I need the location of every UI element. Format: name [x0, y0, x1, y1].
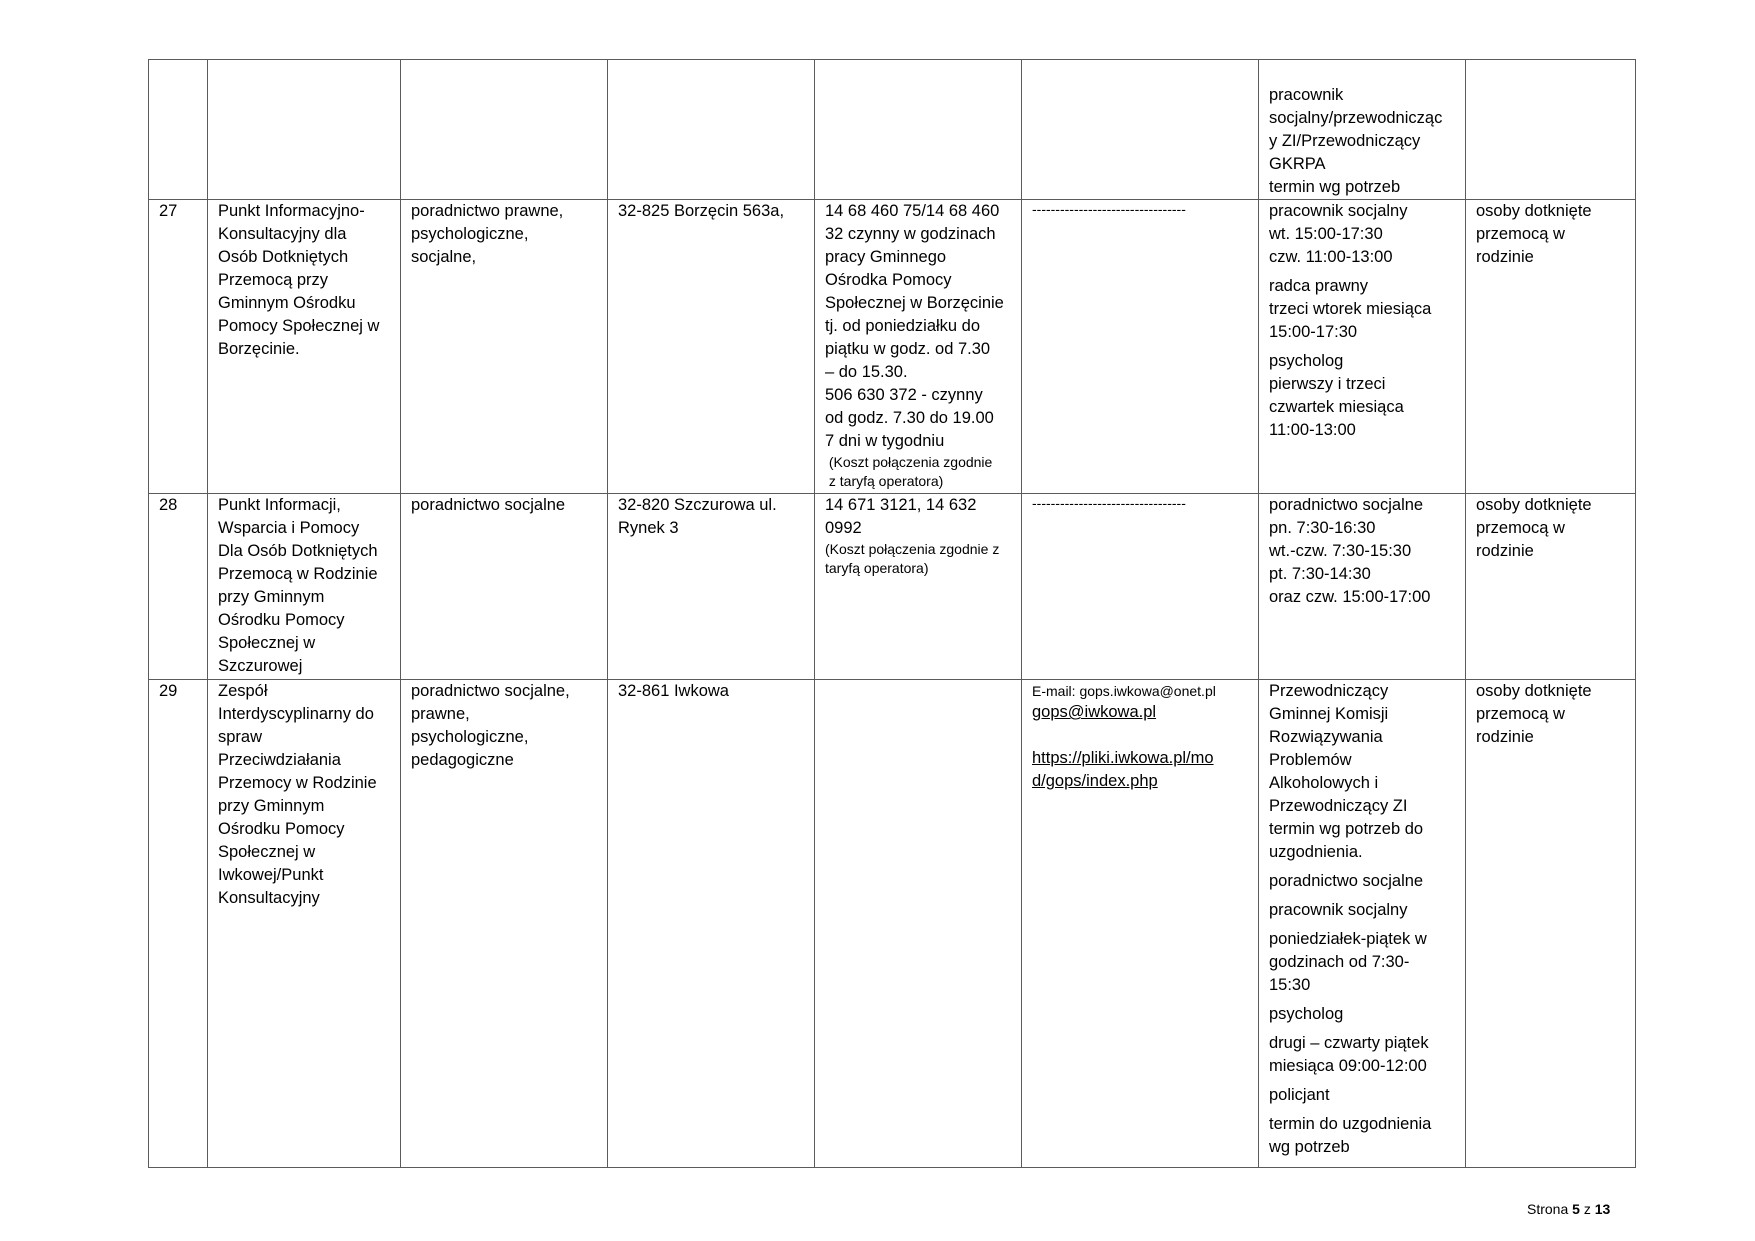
text-line: Społecznej w	[218, 634, 316, 652]
hours-group	[1269, 899, 1455, 922]
text-line: Przewodniczący	[1269, 682, 1389, 700]
table-row-continuation	[149, 60, 1636, 200]
text-line: pracownik socjalny	[1269, 901, 1408, 919]
phone-note: (Koszt połączenia zgodnie z	[825, 541, 1000, 557]
cell-address	[608, 494, 815, 680]
text-line: termin wg potrzeb do	[1269, 820, 1424, 838]
cell-address	[608, 680, 815, 1168]
text-line: Borzęcinie.	[218, 340, 300, 358]
text-line: 32 czynny w godzinach	[825, 225, 996, 243]
cell-name	[208, 494, 401, 680]
text-line: policjant	[1269, 1086, 1330, 1104]
text-line: psycholog	[1269, 1005, 1344, 1023]
text-line: GKRPA	[1269, 155, 1326, 173]
text-line: Społecznej w	[218, 843, 316, 861]
cell-scope	[401, 60, 608, 200]
cell-online	[1022, 200, 1259, 494]
text-line: Przeciwdziałania	[218, 751, 341, 769]
text-line: Iwkowej/Punkt	[218, 866, 324, 884]
text-line: Przewodniczący ZI	[1269, 797, 1408, 815]
text-line: poradnictwo socjalne	[411, 496, 566, 514]
cell-number: 27	[149, 200, 208, 494]
cell-online	[1022, 680, 1259, 1168]
text-line: rodzinie	[1476, 728, 1534, 746]
text-line: Szczurowej	[218, 657, 303, 675]
text-line: 32-820 Szczurowa ul.	[618, 496, 777, 514]
text-line: socjalny/przewodnicząc	[1269, 109, 1443, 127]
email-link[interactable]: gops@iwkowa.pl	[1032, 703, 1157, 721]
page-total: 13	[1594, 1201, 1611, 1217]
text-line: osoby dotknięte	[1476, 496, 1592, 514]
cell-hours	[1259, 60, 1466, 200]
text-line: socjalne,	[411, 248, 477, 266]
cell-scope	[401, 680, 608, 1168]
page-label: Strona	[1527, 1201, 1569, 1217]
text-line: 506 630 372 - czynny	[825, 386, 983, 404]
text-line: pracy Gminnego	[825, 248, 947, 266]
text-line: – do 15.30.	[825, 363, 908, 381]
text-line: 32-825 Borzęcin 563a,	[618, 202, 785, 220]
text-line: Rynek 3	[618, 519, 679, 537]
cell-name	[208, 60, 401, 200]
hours-group	[1269, 200, 1455, 269]
cell-phone	[815, 60, 1022, 200]
text-line: pracownik socjalny	[1269, 202, 1408, 220]
text-line: 15:00-17:30	[1269, 323, 1358, 341]
cell-phone	[815, 200, 1022, 494]
cell-hours	[1259, 200, 1466, 494]
phone-note: taryfą operatora)	[825, 560, 929, 576]
cell-recipients	[1466, 200, 1636, 494]
spacer	[1032, 724, 1248, 747]
text-line: przy Gminnym	[218, 797, 325, 815]
text-line: przemocą w	[1476, 705, 1565, 723]
text-line: miesiąca 09:00-12:00	[1269, 1057, 1427, 1075]
text-line: 14 671 3121, 14 632	[825, 496, 977, 514]
phone-note: z taryfą operatora)	[825, 473, 944, 489]
table-row	[149, 200, 1636, 494]
text-line: Pomocy Społecznej w	[218, 317, 380, 335]
text-line: 11:00-13:00	[1269, 421, 1356, 439]
text-line: Przemocą przy	[218, 271, 329, 289]
text-line: poradnictwo socjalne,	[411, 682, 570, 700]
text-line: psychologiczne,	[411, 728, 529, 746]
text-line: Przemocy w Rodzinie	[218, 774, 377, 792]
text-line: Gminnym Ośrodku	[218, 294, 356, 312]
text-line: Punkt Informacji,	[218, 496, 341, 514]
text-line: Ośrodku Pomocy	[218, 820, 345, 838]
text-line: od godz. 7.30 do 19.00	[825, 409, 994, 427]
cell-recipients	[1466, 494, 1636, 680]
hours-group	[1269, 1084, 1455, 1107]
text-line: Wsparcia i Pomocy	[218, 519, 360, 537]
cell-hours	[1259, 494, 1466, 680]
cell-recipients	[1466, 60, 1636, 200]
cell-online	[1022, 494, 1259, 680]
cell-recipients	[1466, 680, 1636, 1168]
page-footer	[1527, 1201, 1610, 1217]
hours-group	[1269, 680, 1455, 864]
text-line: oraz czw. 15:00-17:00	[1269, 588, 1431, 606]
phone-note: (Koszt połączenia zgodnie	[825, 454, 993, 470]
text-line: Przemocą w Rodzinie	[218, 565, 378, 583]
hours-group	[1269, 870, 1455, 893]
hours-group	[1269, 928, 1455, 997]
text-line: poradnictwo socjalne	[1269, 496, 1424, 514]
text-line: Osób Dotkniętych	[218, 248, 349, 266]
text-line: osoby dotknięte	[1476, 682, 1592, 700]
text-line: Zespół	[218, 682, 268, 700]
text-line: Rozwiązywania	[1269, 728, 1383, 746]
text-line: poniedziałek-piątek w	[1269, 930, 1427, 948]
text-line: czwartek miesiąca	[1269, 398, 1404, 416]
text-line: przemocą w	[1476, 519, 1565, 537]
cell-address	[608, 200, 815, 494]
text-line: termin do uzgodnienia	[1269, 1115, 1432, 1133]
text-line: Konsultacyjny	[218, 889, 320, 907]
text-line: termin wg potrzeb	[1269, 178, 1401, 196]
cell-name	[208, 200, 401, 494]
hours-group	[1269, 275, 1455, 344]
text-line: przemocą w	[1476, 225, 1565, 243]
text-line: psychologiczne,	[411, 225, 529, 243]
cell-number: 28	[149, 494, 208, 680]
text-line: rodzinie	[1476, 542, 1534, 560]
text-line: Alkoholowych i	[1269, 774, 1379, 792]
text-line: rodzinie	[1476, 248, 1534, 266]
text-line: pt. 7:30-14:30	[1269, 565, 1371, 583]
text-line: 0992	[825, 519, 862, 537]
cell-number: 29	[149, 680, 208, 1168]
text-line: poradnictwo socjalne	[1269, 872, 1424, 890]
cell-name	[208, 680, 401, 1168]
text-line: wt. 15:00-17:30	[1269, 225, 1383, 243]
text-line: Ośrodku Pomocy	[218, 611, 345, 629]
text-line: trzeci wtorek miesiąca	[1269, 300, 1432, 318]
text-line: Punkt Informacyjno-	[218, 202, 365, 220]
website-link[interactable]: https://pliki.iwkowa.pl/mo	[1032, 749, 1214, 767]
text-line: przy Gminnym	[218, 588, 325, 606]
cell-scope	[401, 200, 608, 494]
text-line: uzgodnienia.	[1269, 843, 1363, 861]
hours-group	[1269, 1003, 1455, 1026]
website-link[interactable]: d/gops/index.php	[1032, 772, 1158, 790]
text-line: 7 dni w tygodniu	[825, 432, 945, 450]
text-line: radca prawny	[1269, 277, 1369, 295]
text-line: osoby dotknięte	[1476, 202, 1592, 220]
text-line: Dla Osób Dotkniętych	[218, 542, 378, 560]
text-line: poradnictwo prawne,	[411, 202, 564, 220]
text-line: pracownik	[1269, 86, 1344, 104]
empty-dash-line: ---------------------------------	[1032, 495, 1186, 511]
text-line: wg potrzeb	[1269, 1138, 1350, 1156]
text-line: czw. 11:00-13:00	[1269, 248, 1393, 266]
table-row	[149, 494, 1636, 680]
cell-phone	[815, 494, 1022, 680]
text-line: 32-861 Iwkowa	[618, 682, 729, 700]
cell-number	[149, 60, 208, 200]
text-line: y ZI/Przewodniczący	[1269, 132, 1421, 150]
text-line: psycholog	[1269, 352, 1344, 370]
empty-dash-line: ---------------------------------	[1032, 201, 1186, 217]
text-line: drugi – czwarty piątek	[1269, 1034, 1429, 1052]
page-separator: z	[1583, 1201, 1591, 1217]
text-line: piątku w godz. od 7.30	[825, 340, 991, 358]
page-current: 5	[1572, 1201, 1580, 1217]
text-line: wt.-czw. 7:30-15:30	[1269, 542, 1412, 560]
text-line: Problemów	[1269, 751, 1352, 769]
text-line: 15:30	[1269, 976, 1311, 994]
email-text: E-mail: gops.iwkowa@onet.pl	[1032, 683, 1216, 699]
text-line: Konsultacyjny dla	[218, 225, 347, 243]
cell-scope	[401, 494, 608, 680]
cell-address	[608, 60, 815, 200]
cell-hours	[1259, 680, 1466, 1168]
text-line: tj. od poniedziałku do	[825, 317, 981, 335]
text-line: godzinach od 7:30-	[1269, 953, 1410, 971]
text-line: pierwszy i trzeci	[1269, 375, 1386, 393]
text-line: Ośrodka Pomocy	[825, 271, 952, 289]
text-line: Gminnej Komisji	[1269, 705, 1389, 723]
hours-group	[1269, 1032, 1455, 1078]
text-line: spraw	[218, 728, 263, 746]
text-line: prawne,	[411, 705, 470, 723]
cell-phone	[815, 680, 1022, 1168]
services-table	[148, 59, 1636, 1168]
cell-online	[1022, 60, 1259, 200]
hours-group	[1269, 350, 1455, 442]
text-line: Społecznej w Borzęcinie	[825, 294, 1004, 312]
text-line: 14 68 460 75/14 68 460	[825, 202, 1000, 220]
text-line: Interdyscyplinarny do	[218, 705, 374, 723]
text-line: pedagogiczne	[411, 751, 514, 769]
table-row	[149, 680, 1636, 1168]
hours-group	[1269, 1113, 1455, 1159]
text-line: pn. 7:30-16:30	[1269, 519, 1376, 537]
